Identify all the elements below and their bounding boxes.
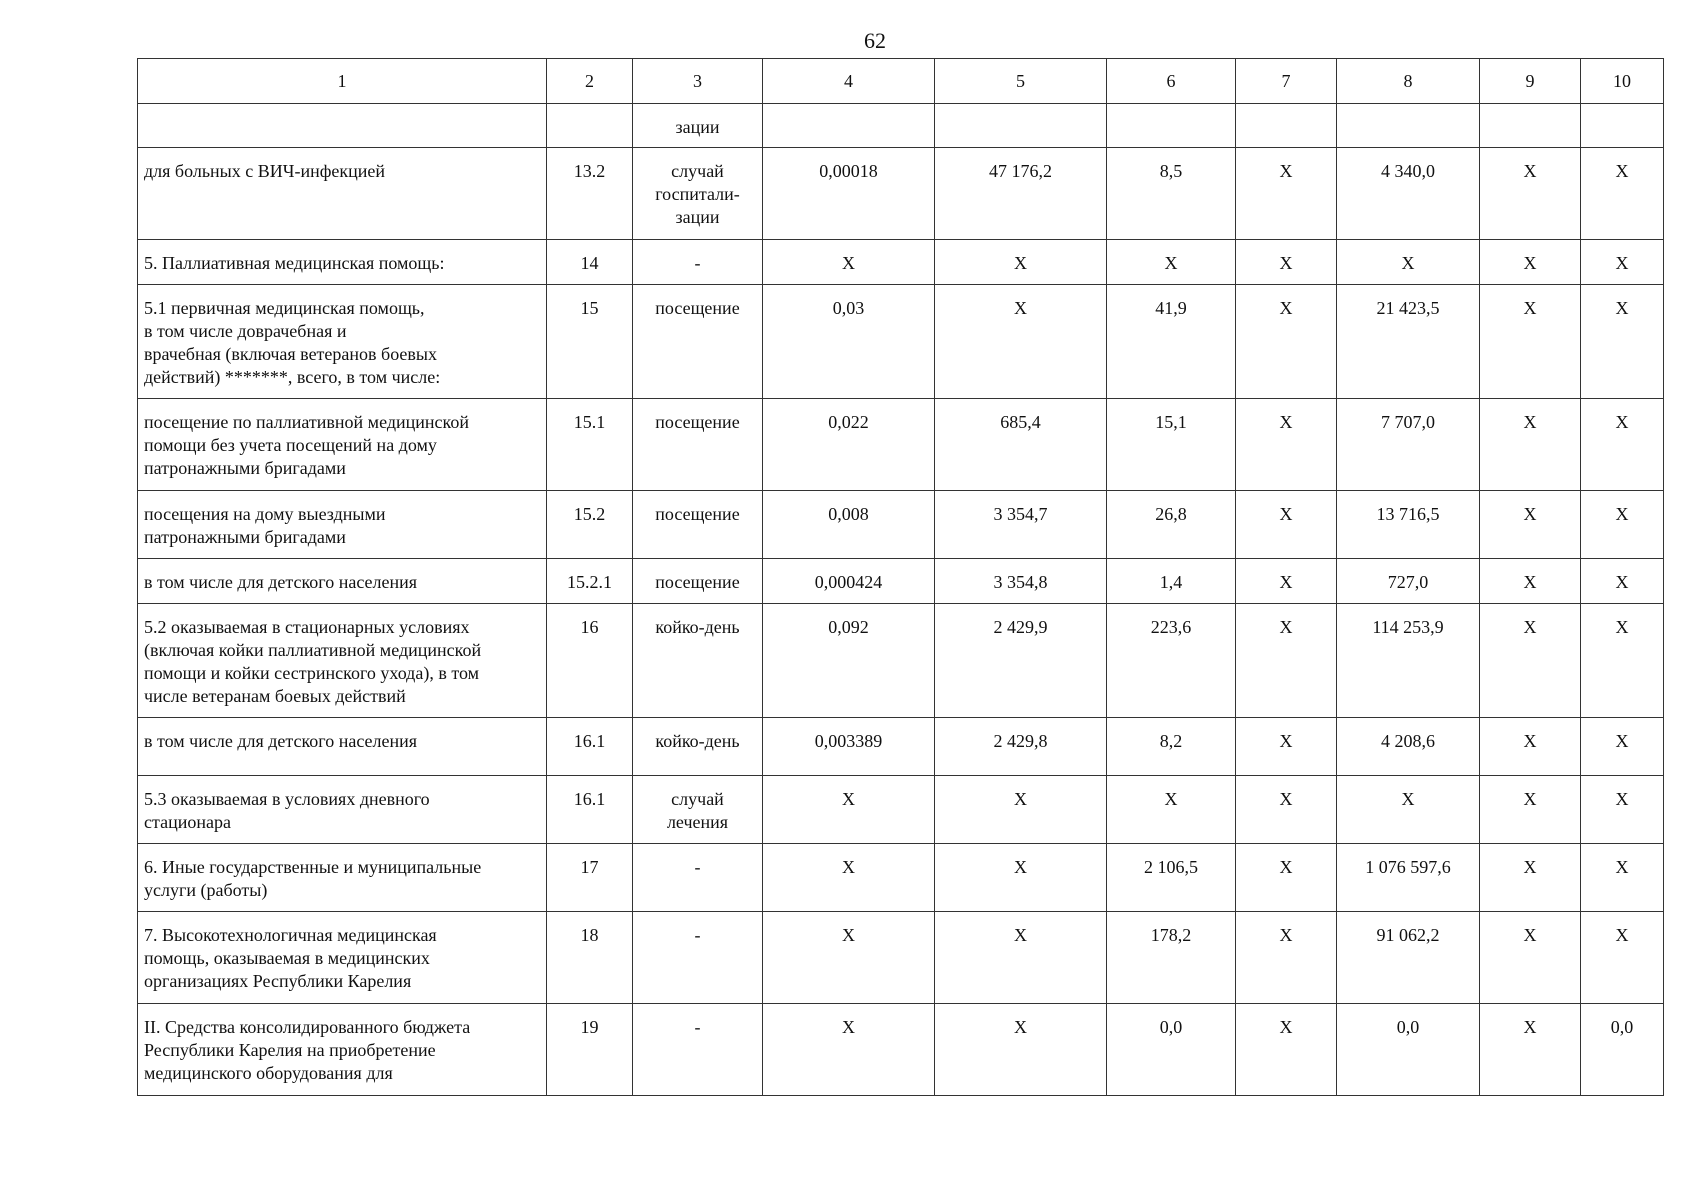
cell-text: Х — [1615, 298, 1629, 318]
cell-text: - — [694, 925, 701, 945]
table-cell — [763, 559, 935, 604]
cell-text: койко-день — [655, 617, 740, 637]
row-label-cell — [138, 776, 547, 844]
table-cell — [1480, 491, 1581, 559]
header-cell: 1 — [138, 59, 547, 104]
cell-text: 47 176,2 — [989, 161, 1052, 181]
table-cell — [1107, 491, 1236, 559]
cell-text: 0,0 — [1396, 1017, 1420, 1037]
cell-text: Х — [1014, 253, 1027, 273]
cell-text: Х — [1523, 298, 1537, 318]
table-cell — [1581, 104, 1664, 148]
cell-text: 2 106,5 — [1144, 857, 1198, 877]
cell-text: 13.2 — [573, 161, 606, 181]
table-cell — [1107, 718, 1236, 776]
cell-text: Х — [842, 925, 855, 945]
cell-text: 2 429,8 — [993, 731, 1048, 751]
table-cell — [1107, 148, 1236, 240]
cell-text: 4 208,6 — [1381, 731, 1435, 751]
cell-text: 0,00018 — [819, 161, 878, 181]
table-cell — [633, 240, 763, 285]
cell-text: зации — [675, 117, 720, 137]
table-cell — [935, 148, 1107, 240]
cell-text: случай лечения — [666, 789, 729, 832]
row-label-cell — [138, 559, 547, 604]
table-cell — [633, 559, 763, 604]
table-cell — [1337, 776, 1480, 844]
cell-text: Х — [1279, 1017, 1293, 1037]
table-cell — [1337, 604, 1480, 718]
cell-text: 16.1 — [573, 789, 606, 809]
table-cell — [547, 844, 633, 912]
cell-text: Х — [1615, 731, 1629, 751]
cell-text: Х — [1279, 617, 1293, 637]
table-cell — [1236, 559, 1337, 604]
table-cell — [1480, 844, 1581, 912]
cell-text: Х — [1279, 572, 1293, 592]
cell-text: Х — [1279, 161, 1293, 181]
table-cell — [1480, 399, 1581, 491]
cell-text: 0,000424 — [814, 572, 883, 592]
table-cell — [935, 104, 1107, 148]
cell-text: Х — [1014, 1017, 1027, 1037]
header-cell: 5 — [935, 59, 1107, 104]
cell-text: Х — [1615, 617, 1629, 637]
cell-text: - — [694, 253, 701, 273]
table-cell — [1480, 104, 1581, 148]
table-cell — [1480, 776, 1581, 844]
table-cell — [1236, 240, 1337, 285]
table-cell — [1337, 104, 1480, 148]
header-cell: 6 — [1107, 59, 1236, 104]
table-cell — [633, 491, 763, 559]
table-cell — [1236, 718, 1337, 776]
cell-text: в том числе для детского населения — [144, 731, 418, 751]
table-cell — [763, 399, 935, 491]
table-cell — [935, 844, 1107, 912]
table-cell — [1337, 399, 1480, 491]
cell-text: 41,9 — [1155, 298, 1187, 318]
cell-text: Х — [1164, 253, 1178, 273]
cell-text: Х — [1279, 504, 1293, 524]
cell-text: Х — [1523, 161, 1537, 181]
table-cell — [633, 912, 763, 1004]
row-label-cell — [138, 844, 547, 912]
row-label-cell — [138, 148, 547, 240]
table-row — [138, 776, 1664, 844]
table-row — [138, 491, 1664, 559]
table-cell — [763, 604, 935, 718]
cell-text: 0,03 — [832, 298, 865, 318]
cell-text: 5.1 первичная медицинская помощь, в том числе доврачебная и врачебная (включая ветеранов боевых действий) *******, всего, в том числе: — [144, 298, 441, 387]
table-cell — [1236, 776, 1337, 844]
cell-text: Х — [1014, 789, 1027, 809]
table-cell — [1581, 285, 1664, 399]
table-row — [138, 718, 1664, 776]
table-cell — [1480, 559, 1581, 604]
budget-table — [137, 58, 1664, 1096]
cell-text: посещение по паллиативной медицинской помощи без учета посещений на дому патронажными бригадами — [144, 412, 469, 478]
table-cell — [1480, 1004, 1581, 1096]
cell-text: для больных с ВИЧ-инфекцией — [144, 161, 385, 181]
cell-text: 8,2 — [1159, 731, 1183, 751]
cell-text: 3 354,7 — [993, 504, 1048, 524]
header-cell: 9 — [1480, 59, 1581, 104]
cell-text: Х — [1279, 298, 1293, 318]
cell-text: Х — [1523, 617, 1537, 637]
table-cell — [763, 240, 935, 285]
table-cell — [1107, 559, 1236, 604]
cell-text: Х — [1523, 857, 1537, 877]
cell-text: посещение — [655, 412, 740, 432]
cell-text — [769, 104, 928, 116]
cell-text: посещение — [655, 572, 740, 592]
table-cell — [935, 912, 1107, 1004]
table-cell — [633, 604, 763, 718]
cell-text: Х — [1401, 253, 1415, 273]
cell-text: 8,5 — [1159, 161, 1183, 181]
cell-text: 13 716,5 — [1376, 504, 1440, 524]
header-cell: 7 — [1236, 59, 1337, 104]
cell-text: Х — [1615, 857, 1629, 877]
table-cell — [1480, 285, 1581, 399]
table-cell — [1581, 240, 1664, 285]
table-cell — [1236, 148, 1337, 240]
row-label-cell — [138, 1004, 547, 1096]
table-cell — [1581, 844, 1664, 912]
table-cell — [1581, 148, 1664, 240]
header-cell: 3 — [633, 59, 763, 104]
table-cell — [1337, 912, 1480, 1004]
table-cell — [763, 104, 935, 148]
cell-text: 15.1 — [573, 412, 606, 432]
cell-text — [1486, 104, 1574, 116]
table-cell — [547, 104, 633, 148]
table-cell — [547, 559, 633, 604]
cell-text: 7 707,0 — [1381, 412, 1435, 432]
cell-text: 26,8 — [1155, 504, 1187, 524]
table-cell — [1337, 240, 1480, 285]
table-cell — [763, 148, 935, 240]
row-label-cell — [138, 491, 547, 559]
cell-text: Х — [1279, 789, 1293, 809]
table-cell — [1337, 285, 1480, 399]
cell-text: 4 340,0 — [1381, 161, 1435, 181]
cell-text: Х — [1523, 253, 1537, 273]
table-cell — [1480, 148, 1581, 240]
cell-text: 15.2.1 — [567, 572, 612, 592]
table-cell — [1581, 604, 1664, 718]
table-cell — [633, 776, 763, 844]
table-cell — [633, 844, 763, 912]
cell-text: 0,092 — [828, 617, 869, 637]
table-cell — [633, 285, 763, 399]
cell-text: 0,0 — [1159, 1017, 1183, 1037]
table-cell — [633, 104, 763, 148]
cell-text: 0,0 — [1610, 1017, 1634, 1037]
table-header-row — [138, 59, 1664, 104]
table-cell — [763, 912, 935, 1004]
cell-text: посещения на дому выездными патронажными бригадами — [144, 504, 386, 547]
table-cell — [1581, 399, 1664, 491]
row-label-cell — [138, 240, 547, 285]
cell-text: 7. Высокотехнологичная медицинская помощь, оказываемая в медицинских организациях Республики Карелия — [144, 925, 437, 991]
cell-text: Х — [1615, 253, 1629, 273]
table-cell — [1236, 285, 1337, 399]
row-label-cell — [138, 104, 547, 148]
table-row — [138, 104, 1664, 148]
table-cell — [547, 776, 633, 844]
cell-text: Х — [1523, 412, 1537, 432]
table-cell — [1581, 491, 1664, 559]
table-cell — [1480, 912, 1581, 1004]
table-cell — [1107, 399, 1236, 491]
cell-text: Х — [1615, 504, 1629, 524]
table-cell — [1236, 1004, 1337, 1096]
row-label-cell — [138, 912, 547, 1004]
table-cell — [935, 491, 1107, 559]
cell-text: Х — [1523, 925, 1537, 945]
table-cell — [547, 285, 633, 399]
table-cell — [1236, 604, 1337, 718]
cell-text: Х — [1615, 789, 1629, 809]
cell-text: Х — [1523, 572, 1537, 592]
cell-text: посещение — [655, 504, 740, 524]
table-cell — [1581, 912, 1664, 1004]
cell-text: 5.2 оказываемая в стационарных условиях (включая койки паллиативной медицинской помощи и койки сестринского ухода), в том числе ветеранам боевых действий — [144, 617, 482, 706]
table-cell — [547, 399, 633, 491]
cell-text: 5.3 оказываемая в условиях дневного стационара — [144, 789, 430, 832]
table-cell — [763, 491, 935, 559]
table-row — [138, 844, 1664, 912]
row-label-cell — [138, 399, 547, 491]
cell-text: 15,1 — [1155, 412, 1187, 432]
cell-text: Х — [842, 253, 855, 273]
table-cell — [1107, 285, 1236, 399]
table-cell — [633, 718, 763, 776]
table-cell — [547, 718, 633, 776]
table-cell — [547, 491, 633, 559]
cell-text: 18 — [580, 925, 599, 945]
table-cell — [1581, 559, 1664, 604]
cell-text: Х — [1523, 504, 1537, 524]
table-cell — [935, 240, 1107, 285]
cell-text: Х — [1164, 789, 1178, 809]
table-row — [138, 559, 1664, 604]
table-cell — [633, 148, 763, 240]
table-row — [138, 399, 1664, 491]
cell-text: случай госпитали- зации — [655, 161, 740, 227]
cell-text: Х — [1401, 789, 1415, 809]
row-label-cell — [138, 285, 547, 399]
header-cell: 2 — [547, 59, 633, 104]
cell-text: 0,022 — [828, 412, 869, 432]
table-row — [138, 1004, 1664, 1096]
table-cell — [1107, 912, 1236, 1004]
table-row — [138, 912, 1664, 1004]
cell-text: 5. Паллиативная медицинская помощь: — [144, 253, 445, 273]
table-cell — [1236, 912, 1337, 1004]
table-row — [138, 148, 1664, 240]
cell-text: - — [694, 857, 701, 877]
table-cell — [1107, 104, 1236, 148]
cell-text: Х — [842, 789, 855, 809]
table-cell — [1337, 559, 1480, 604]
row-label-cell — [138, 604, 547, 718]
cell-text — [1343, 104, 1473, 116]
cell-text — [941, 104, 1100, 116]
cell-text — [1113, 104, 1229, 116]
table-cell — [935, 399, 1107, 491]
table-cell — [935, 1004, 1107, 1096]
cell-text: Х — [1279, 925, 1293, 945]
cell-text: Х — [1615, 412, 1629, 432]
cell-text: Х — [1014, 298, 1027, 318]
table-cell — [1337, 1004, 1480, 1096]
table-row — [138, 240, 1664, 285]
cell-text: Х — [1523, 1017, 1537, 1037]
cell-text — [1242, 104, 1330, 116]
cell-text: Х — [842, 1017, 855, 1037]
table-cell — [935, 776, 1107, 844]
cell-text: Х — [1523, 789, 1537, 809]
table-cell — [547, 1004, 633, 1096]
table-cell — [1107, 240, 1236, 285]
header-cell: 10 — [1581, 59, 1664, 104]
table-cell — [1337, 491, 1480, 559]
cell-text: 727,0 — [1387, 572, 1429, 592]
table-cell — [935, 718, 1107, 776]
table-cell — [633, 1004, 763, 1096]
table-cell — [547, 604, 633, 718]
cell-text: Х — [1615, 161, 1629, 181]
cell-text — [144, 104, 540, 116]
cell-text: 15.2 — [573, 504, 606, 524]
cell-text: 21 423,5 — [1376, 298, 1440, 318]
table-cell — [1236, 491, 1337, 559]
cell-text: 178,2 — [1150, 925, 1192, 945]
table-cell — [1107, 1004, 1236, 1096]
cell-text: 14 — [580, 253, 599, 273]
table-cell — [1337, 148, 1480, 240]
cell-text — [553, 104, 626, 116]
cell-text: Х — [842, 857, 855, 877]
cell-text: в том числе для детского населения — [144, 572, 418, 592]
cell-text: 6. Иные государственные и муниципальные услуги (работы) — [144, 857, 482, 900]
table-cell — [1337, 844, 1480, 912]
cell-text: койко-день — [655, 731, 740, 751]
cell-text: 0,008 — [828, 504, 869, 524]
header-cell: 4 — [763, 59, 935, 104]
cell-text: Х — [1279, 253, 1293, 273]
cell-text: Х — [1615, 572, 1629, 592]
cell-text: 2 429,9 — [993, 617, 1048, 637]
table-cell — [1581, 718, 1664, 776]
table-cell — [1107, 604, 1236, 718]
cell-text: посещение — [655, 298, 740, 318]
table-cell — [633, 399, 763, 491]
cell-text: 223,6 — [1150, 617, 1192, 637]
table-cell — [1480, 604, 1581, 718]
cell-text: II. Средства консолидированного бюджета Республики Карелия на приобретение медицинского оборудования для — [144, 1017, 471, 1083]
table-cell — [547, 912, 633, 1004]
table-cell — [763, 1004, 935, 1096]
table-cell — [1107, 776, 1236, 844]
cell-text: 1 076 597,6 — [1365, 857, 1451, 877]
cell-text: 114 253,9 — [1372, 617, 1444, 637]
table-cell — [1337, 718, 1480, 776]
table-cell — [1236, 844, 1337, 912]
cell-text: 19 — [580, 1017, 599, 1037]
header-cell: 8 — [1337, 59, 1480, 104]
table-cell — [547, 240, 633, 285]
cell-text: Х — [1279, 731, 1293, 751]
cell-text: 15 — [580, 298, 599, 318]
table-row — [138, 285, 1664, 399]
cell-text: Х — [1279, 857, 1293, 877]
table-cell — [763, 285, 935, 399]
cell-text: 16.1 — [573, 731, 606, 751]
table-cell — [1107, 844, 1236, 912]
cell-text: Х — [1014, 857, 1027, 877]
cell-text: Х — [1615, 925, 1629, 945]
cell-text: 3 354,8 — [993, 572, 1048, 592]
table-row — [138, 604, 1664, 718]
table-cell — [935, 285, 1107, 399]
table-cell — [763, 776, 935, 844]
cell-text — [1587, 104, 1657, 116]
row-label-cell — [138, 718, 547, 776]
cell-text: 0,003389 — [814, 731, 883, 751]
cell-text: 685,4 — [1000, 412, 1041, 432]
cell-text: 16 — [580, 617, 599, 637]
cell-text: 1,4 — [1159, 572, 1183, 592]
table-cell — [763, 844, 935, 912]
cell-text: 17 — [580, 857, 599, 877]
table-cell — [1581, 776, 1664, 844]
table-cell — [763, 718, 935, 776]
table-cell — [547, 148, 633, 240]
table-cell — [1236, 399, 1337, 491]
table-cell — [935, 559, 1107, 604]
page-number: 62 — [864, 28, 886, 53]
cell-text: Х — [1014, 925, 1027, 945]
cell-text: 91 062,2 — [1376, 925, 1440, 945]
table-cell — [1480, 240, 1581, 285]
table-cell — [1236, 104, 1337, 148]
cell-text: Х — [1279, 412, 1293, 432]
table-cell — [1480, 718, 1581, 776]
table-cell — [935, 604, 1107, 718]
cell-text: - — [694, 1017, 701, 1037]
table-cell — [1581, 1004, 1664, 1096]
table-body — [138, 59, 1664, 1096]
cell-text: Х — [1523, 731, 1537, 751]
